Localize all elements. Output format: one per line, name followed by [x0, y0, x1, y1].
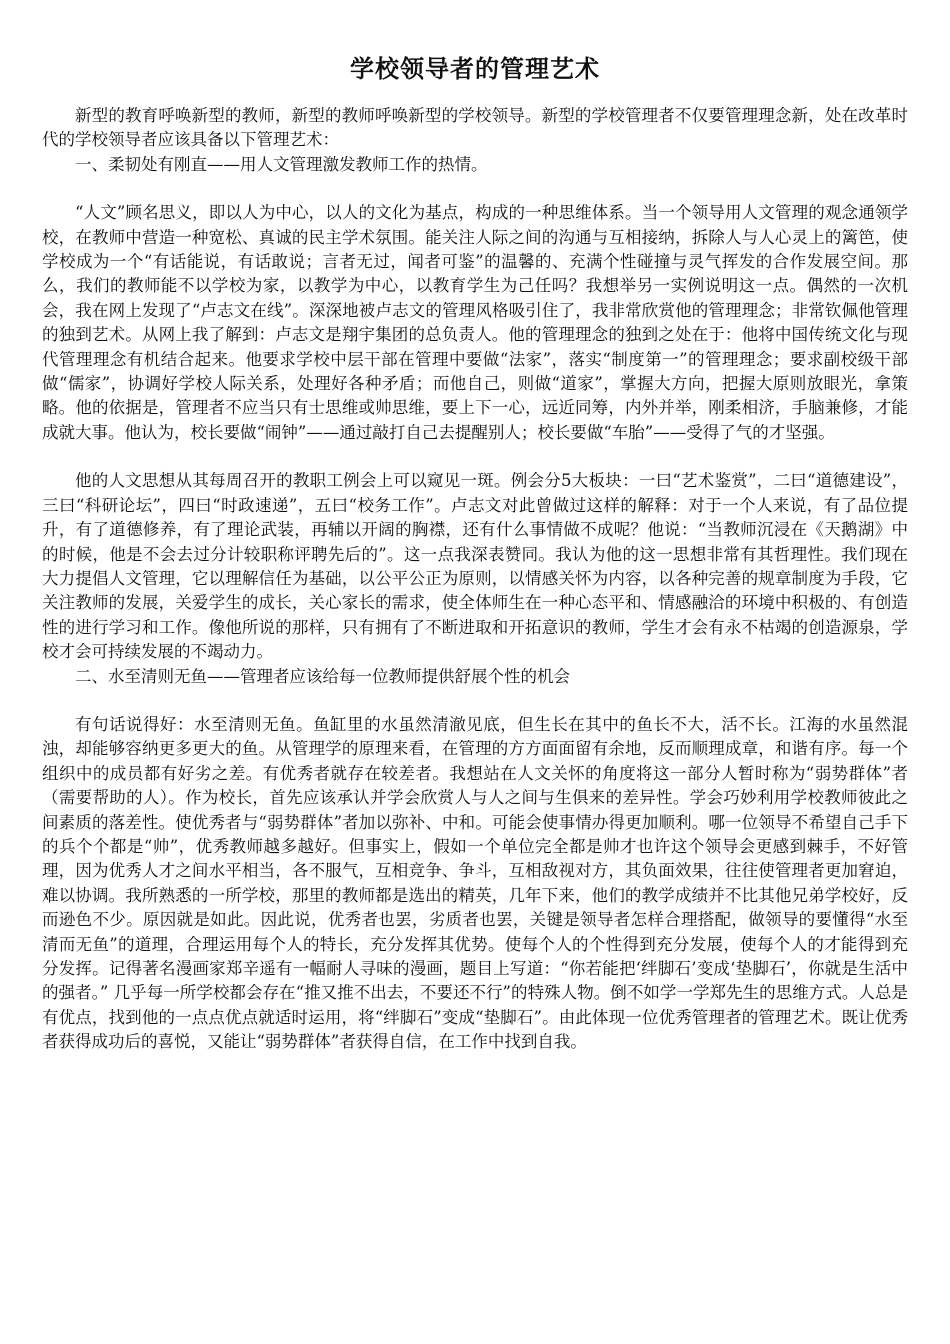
section-1-paragraph-1: “人文”顾名思义，即以人为中心，以人的文化为基点，构成的一种思维体系。当一个领导用人文管理的观念通领学校，在教师中营造一种宽松、真诚的民主学术氛围。能关注人际之间的沟通与互相接纳，拆除人与人心灵上的篱笆，使学校成为一个“有话能说，有话敢说；言者无过，闻者可鉴”的温馨的、充满个性碰撞与灵气挥发的合作发展空间。那么，我们的教师能不以学校为家，以教学为中心，以教育学生为己任吗？我想举另一实例说明这一点。偶然的一次机会，我在网上发现了“卢志文在线”。深深地被卢志文的管理风格吸引住了，我非常欣赏他的管理理念；非常钦佩他管理的独到艺术。从网上我了解到：卢志文是翔宇集团的总负责人。他的管理理念的独到之处在于：他将中国传统文化与现代管理理念有机结合起来。他要求学校中层干部在管理中要做“法家”，落实“制度第一”的管理理念；要求副校级干部做“儒家”，协调好学校人际关系，处理好各种矛盾；而他自己，则做“道家”，掌握大方向，把握大原则放眼光，拿策略。他的依据是，管理者不应当只有士思维或帅思维，要上下一心，远近同筹，内外并举，刚柔相济，手脑兼修，才能成就大事。他认为，校长要做“闹钟”——通过敲打自己去提醒别人；校长要做“车胎”——受得了气的才坚强。 — [42, 203, 908, 442]
section-2-heading: 二、水至清则无鱼——管理者应该给每一位教师提供舒展个性的机会 — [75, 666, 570, 686]
document-page — [42, 52, 908, 1055]
section-1-paragraph-2: 他的人文思想从其每周召开的教职工例会上可以窥见一斑。例会分5大板块：一曰“艺术鉴赏”，二曰“道德建设”，三曰“科研论坛”，四曰“时政速递”，五曰“校务工作”。卢志文对此曾做过这样的解释：对于一个人来说，有了品位提升，有了道德修养，有了理论武装，再辅以开阔的胸襟，还有什么事情做不成呢？他说：“当教师沉浸在《天鹅湖》中的时候，他是不会去过分计较职称评聘先后的”。这一点我深表赞同。我认为他的这一思想非常有其哲理性。我们现在大力提倡人文管理，它以理解信任为基础，以公平公正为原则，以情感关怀为内容，以各种完善的规章制度为手段，它关注教师的发展，关爱学生的成长，关心家长的需求，使全体师生在一种心态平和、情感融洽的环境中积极的、有创造性的进行学习和工作。像他所说的那样，只有拥有了不断进取和开拓意识的教师，学生才会有永不枯竭的创造源泉，学校才会可持续发展的不竭动力。 — [42, 471, 908, 662]
section-2-paragraph-1: 有句话说得好：水至清则无鱼。鱼缸里的水虽然清澈见底，但生长在其中的鱼长不大，活不长。江海的水虽然混浊，却能够容纳更多更大的鱼。从管理学的原理来看，在管理的方方面面留有余地，反而顺理成章，和谐有序。每一个组织中的成员都有好劣之差。有优秀者就存在较差者。我想站在人文关怀的角度将这一部分人暂时称为“弱势群体”者（需要帮助的人）。作为校长，首先应该承认并学会欣赏人与人之间与生俱来的差异性。学会巧妙利用学校教师彼此之间素质的落差性。使优秀者与“弱势群体”者加以弥补、中和。可能会使事情办得更加顺利。哪一位领导不希望自己手下的兵个个都是“帅”，优秀教师越多越好。但事实上，假如一个单位完全都是帅才也许这个领导会更感到棘手，不好管理，因为优秀人才之间水平相当，各不服气，互相竞争、争斗，互相敌视对方，其负面效果，往往使管理者更加窘迫，难以协调。我所熟悉的一所学校，那里的教师都是选出的精英，几年下来，他们的教学成绩并不比其他兄弟学校好，反而逊色不少。原因就是如此。因此说，优秀者也罢，劣质者也罢，关键是领导者怎样合理搭配，做领导的要懂得“水至清而无鱼”的道理，合理运用每个人的特长，充分发挥其优势。使每个人的个性得到充分发展，使每个人的才能得到充分发挥。记得著名漫画家郑辛遥有一幅耐人寻味的漫画，题目上写道：“你若能把‘绊脚石’变成‘垫脚石’，你就是生活中的强者。” 几乎每一所学校都会存在“推又推不出去，不要还不行”的特殊人物。倒不如学一学郑先生的思维方式。人总是有优点，找到他的一点点优点就适时运用，将“绊脚石”变成“垫脚石”。由此体现一位优秀管理者的管理艺术。既让优秀者获得成功后的喜悦，又能让“弱势群体”者获得自信，在工作中找到自我。 — [42, 714, 908, 1052]
section-1-heading: 一、柔韧处有刚直——用人文管理激发教师工作的热情。 — [75, 154, 488, 174]
document-title: 学校领导者的管理艺术 — [350, 54, 600, 83]
intro-paragraph: 新型的教育呼唤新型的教师，新型的教师呼唤新型的学校领导。新型的学校管理者不仅要管理理念新，处在改革时代的学校领导者应该具备以下管理艺术： — [42, 106, 908, 150]
